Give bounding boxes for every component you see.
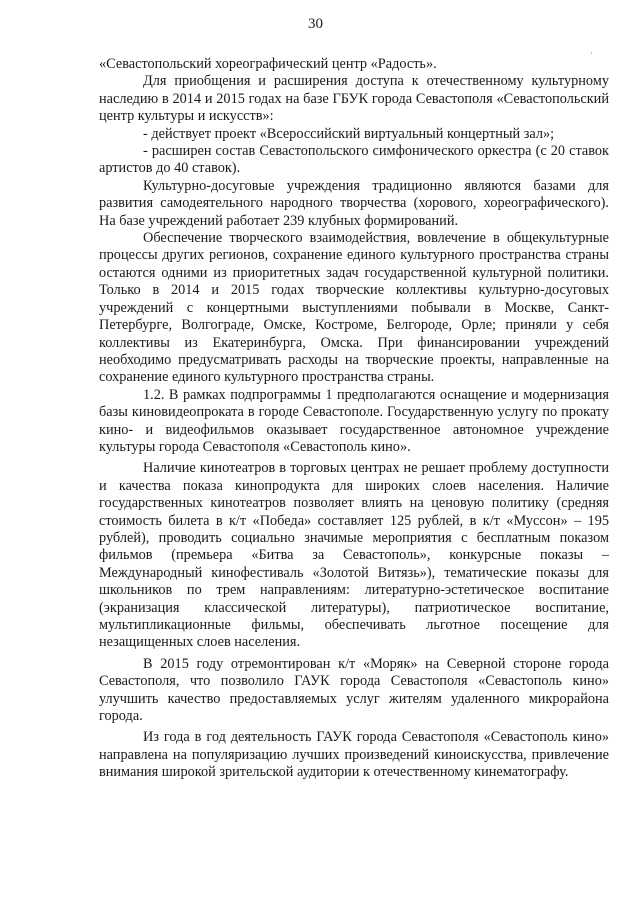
list-item-virtual-concert-hall: - действует проект «Всероссийский виртуальный концертный зал»; [143, 125, 555, 142]
paragraph-continuation: «Севастопольский хореографический центр «Радость». [99, 56, 437, 72]
paragraph-cultural-leisure: Культурно-досуговые учреждения традиционно являются базами для развития самодеятельного народного творчества (хорового, хореографического). На базе учреждений работает 239 клубных формирований. [99, 177, 609, 229]
paragraph-creative-interaction: Обеспечение творческого взаимодействия, вовлечение в общекультурные процессы других регионов, сохранение единого культурного пространства страны остаются одними из приоритетных задач государственной культурной политики. Только в 2014 и 2015 годах творческие коллективы культурно-досуговых учреждений с концертными выступлениями побывали в Москве, Санкт-Петербурге, Волгограде, Омске, Костроме, Белгороде, Орле; приняли у себя коллективы из Екатеринбурга, Омска. При финансировании учреждений необходимо предусматривать расходы на творческие проекты, направленные на сохранение единого культурного пространства страны. [99, 230, 609, 386]
document-body [99, 56, 609, 782]
page-number: 30 [308, 16, 323, 32]
paragraph-subprogram-1-2: 1.2. В рамках подпрограммы 1 предполагаются оснащение и модернизация базы киновидеопроката в городе Севастополе. Государственную услугу по прокату кино- и видеофильмов оказывает государственное автономное учреждение культуры города Севастополя «Севастополь кино». [99, 386, 609, 455]
paragraph-heritage-access: Для приобщения и расширения доступа к отечественному культурному наследию в 2014 и 2015 годах на базе ГБУК города Севастополя «Севастопольский центр культуры и искусств»: [99, 73, 609, 125]
list-item-symphony-orchestra: - расширен состав Севастопольского симфонического оркестра (с 20 ставок артистов до 40 ставок). [99, 143, 609, 177]
paragraph-moryak-renovation: В 2015 году отремонтирован к/т «Моряк» на Северной стороне города Севастополя, что позволило ГАУК города Севастополя «Севастополь кино» улучшить качество предоставляемых услуг жителям удаленного микрорайона города. [99, 655, 609, 725]
paragraph-popularization: Из года в год деятельность ГАУК города Севастополя «Севастополь кино» направлена на популяризацию лучших произведений киноискусства, привлечение внимания широкой зрительской аудитории к отечественному кинематографу. [99, 729, 609, 781]
paragraph-cinemas: Наличие кинотеатров в торговых центрах не решает проблему доступности и качества показа кинопродукта для широких слоев населения. Наличие государственных кинотеатров позволяет влиять на ценовую политику (средняя стоимость билета в к/т «Победа» составляет 125 рублей, в к/т «Муссон» – 195 рублей), проводить социально значимые мероприятия с бесплатным показом фильмов (премьера «Битва за Севастополь», конкурсные показы – Международный кинофестиваль «Золотой Витязь»), тематические показы для школьников по трем направлениям: литературно-эстетическое воспитание (экранизация классической литературы), патриотическое воспитание, мультипликационные фильмы, обеспечивать льготное посещение для незащищенных слоев населения. [99, 460, 609, 651]
scan-speck: · [590, 49, 593, 58]
